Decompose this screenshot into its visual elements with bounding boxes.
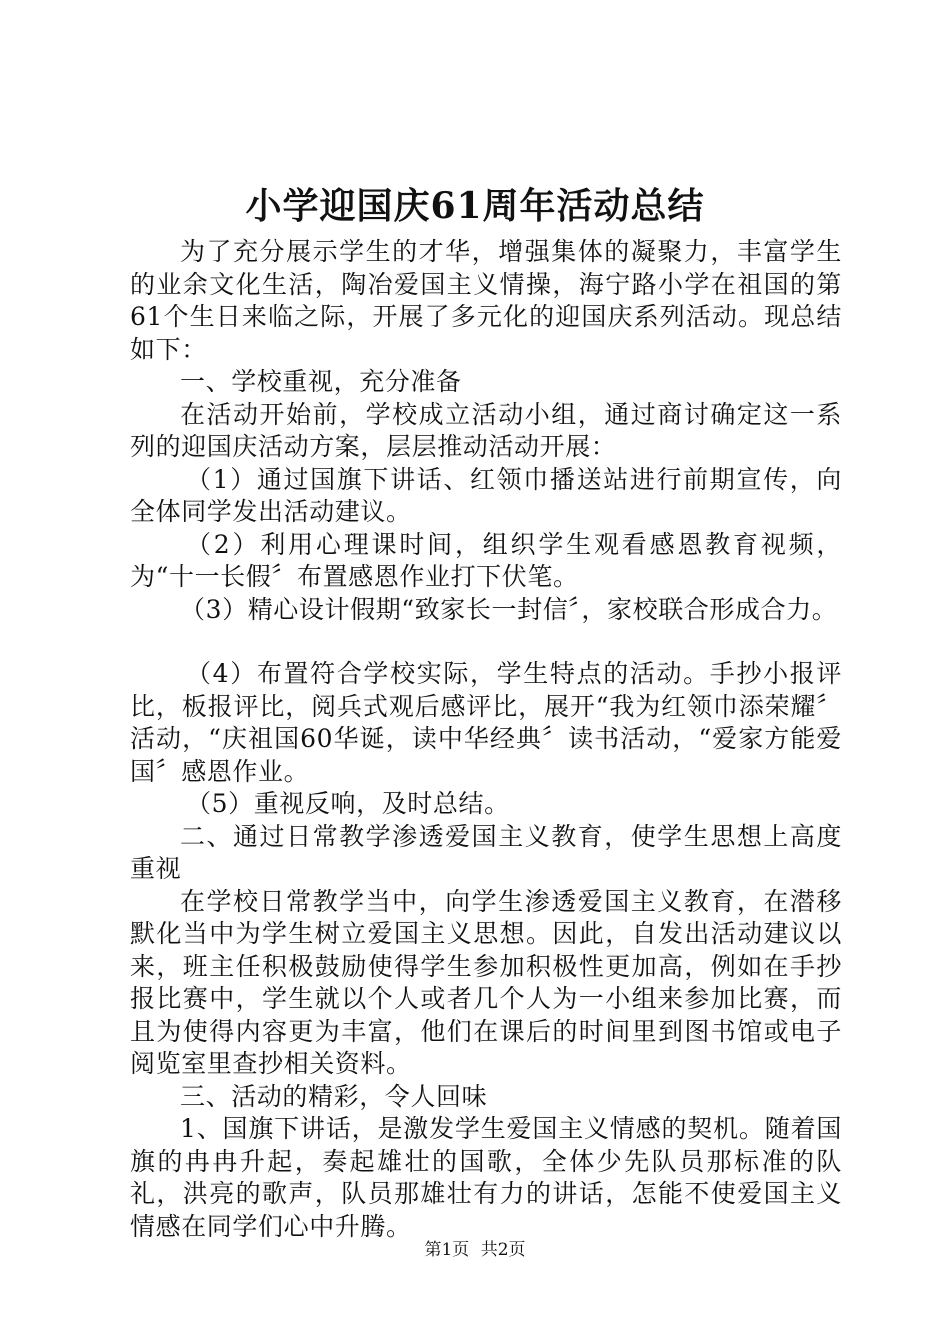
section-2-paragraph: 在学校日常教学当中，向学生渗透爱国主义教育，在潜移默化当中为学生树立爱国主义思想。因此，自发出活动建议以来，班主任积极鼓励使得学生参加积极性更加高，例如在手抄报比赛中，学生就以个人或者几个人为一小组来参加比赛，而且为使得内容更为丰富，他们在课后的时间里到图书馆或电子阅览室里查抄相关资料。 bbox=[130, 886, 842, 1078]
list-item-4: （4）布置符合学校实际，学生特点的活动。手抄小报评比，板报评比，阅兵式观后感评比，展开“我为红领巾添荣耀〞活动，“庆祖国60华诞，读中华经典〞读书活动，“爱家方能爱国〞感恩作业。 bbox=[130, 659, 842, 786]
page-number: 第1页 bbox=[424, 1240, 470, 1260]
section-heading-2: 二、通过日常教学渗透爱国主义教育，使学生思想上高度重视 bbox=[130, 821, 842, 883]
document-body bbox=[130, 236, 842, 1243]
section-heading-3: 三、活动的精彩，令人回味 bbox=[180, 1081, 488, 1111]
section-3-paragraph: 1、国旗下讲话，是激发学生爱国主义情感的契机。随着国旗的冉冉升起，奏起雄壮的国歌，全体少先队员那标准的队礼，洪亮的歌声，队员那雄壮有力的讲话，怎能不使爱国主义情感在同学们心中升腾。 bbox=[130, 1114, 842, 1241]
list-item-3: （3）精心设计假期“致家长一封信〞，家校联合形成合力。 bbox=[180, 594, 838, 624]
intro-paragraph: 为了充分展示学生的才华，增强集体的凝聚力，丰富学生的业余文化生活，陶冶爱国主义情操，海宁路小学在祖国的第61个生日来临之际，开展了多元化的迎国庆系列活动。现总结如下： bbox=[130, 237, 842, 364]
page-total: 共2页 bbox=[480, 1240, 526, 1260]
list-item-1: （1）通过国旗下讲话、红领巾播送站进行前期宣传，向全体同学发出活动建议。 bbox=[130, 464, 842, 526]
section-heading-1: 一、学校重视，充分准备 bbox=[180, 367, 462, 396]
list-item-5: （5）重视反响，及时总结。 bbox=[186, 789, 510, 818]
document-title: 小学迎国庆61周年活动总结 bbox=[245, 185, 705, 227]
page-footer bbox=[0, 1238, 950, 1262]
list-item-2: （2）利用心理课时间，组织学生观看感恩教育视频，为“十一长假〞布置感恩作业打下伏笔。 bbox=[130, 529, 842, 591]
section-1-paragraph: 在活动开始前，学校成立活动小组，通过商讨确定这一系列的迎国庆活动方案，层层推动活动开展： bbox=[130, 399, 842, 461]
